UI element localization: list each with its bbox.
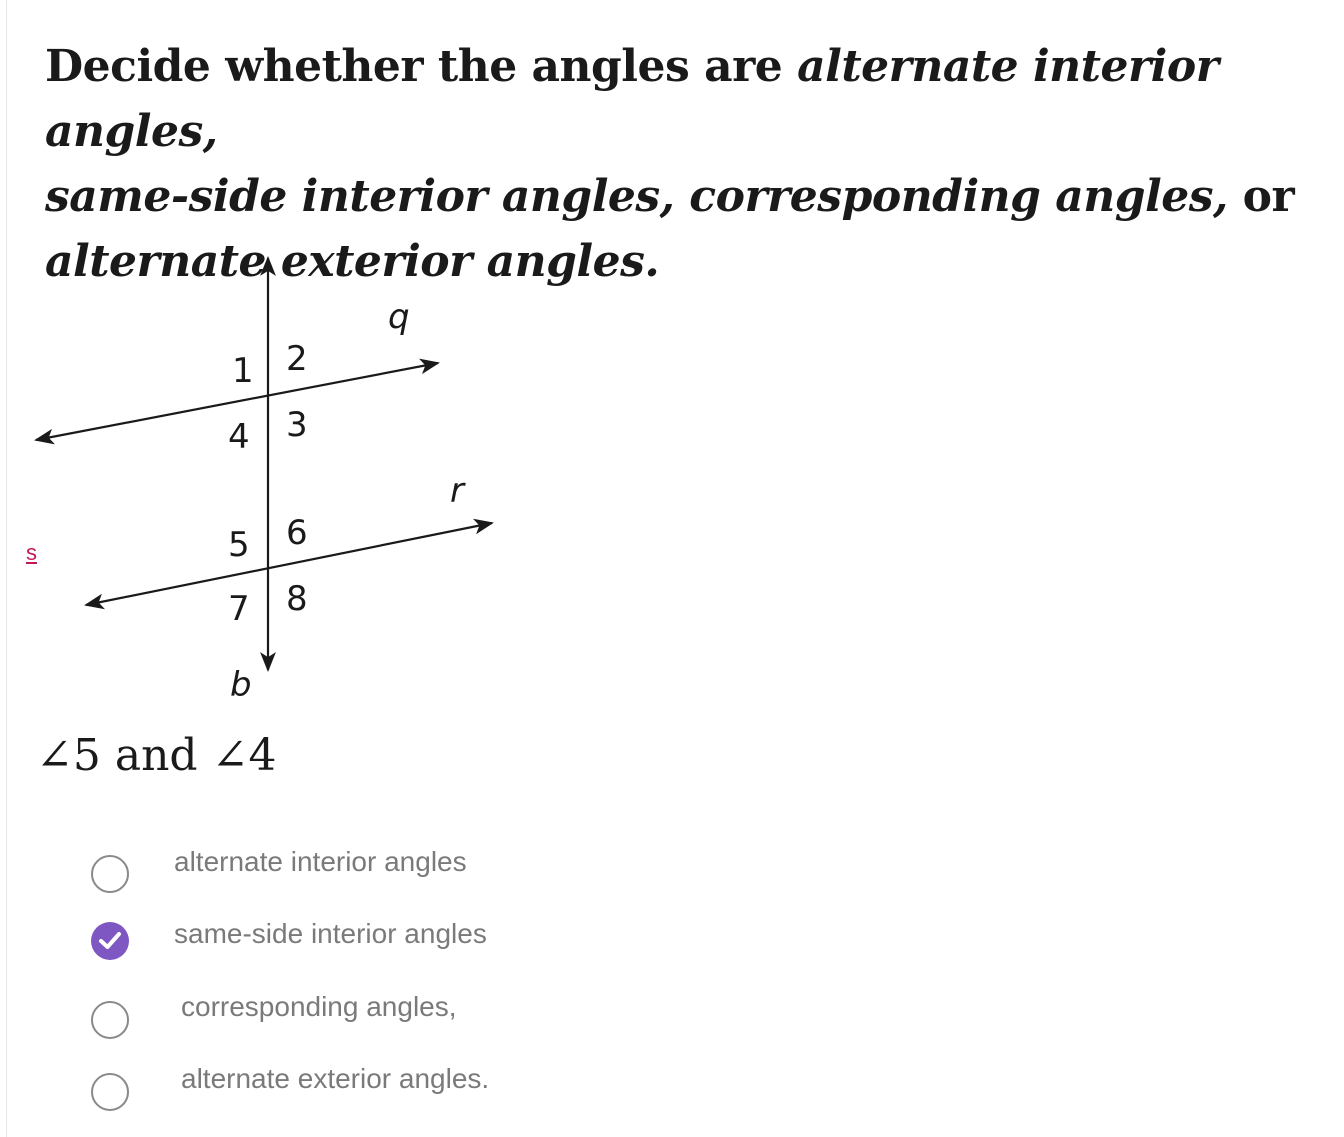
option-alternate-exterior[interactable] — [0, 1063, 700, 1117]
prompt-line-1-italic: alternate interior angles, — [45, 41, 1219, 157]
prompt-line-1-plain: Decide whether the angles are — [45, 41, 798, 92]
line-label-q: q — [388, 297, 410, 337]
angle-label-3: 3 — [286, 405, 308, 445]
checkmark-icon — [98, 930, 122, 952]
option-label: corresponding angles, — [181, 991, 457, 1022]
option-corresponding[interactable] — [0, 991, 700, 1045]
angle-label-1: 1 — [232, 351, 254, 391]
angle-label-5: 5 — [228, 525, 250, 565]
option-alternate-interior[interactable] — [0, 846, 700, 900]
angle-label-6: 6 — [286, 513, 308, 553]
prompt-line-2 — [45, 164, 1325, 229]
line-label-r: r — [450, 471, 464, 511]
angle-pair-question: ∠5 and ∠4 — [36, 730, 277, 781]
option-label: same-side interior angles — [174, 918, 487, 949]
prompt-line-2-plain: or — [1227, 171, 1295, 222]
side-link[interactable]: s — [26, 540, 37, 565]
option-same-side-interior[interactable] — [0, 918, 700, 972]
option-label: alternate interior angles — [174, 846, 467, 877]
angle-label-7: 7 — [228, 589, 250, 629]
radio-checked-icon[interactable] — [91, 922, 129, 960]
radio-unchecked-icon[interactable] — [91, 1001, 129, 1039]
option-label: alternate exterior angles. — [181, 1063, 490, 1094]
angle-label-2: 2 — [286, 339, 308, 379]
parallel-lines-diagram — [20, 250, 520, 710]
prompt-line-3-italic: alternate exterior angles. — [45, 236, 660, 287]
angle-label-4: 4 — [228, 417, 250, 457]
prompt-line-2-italic: same-side interior angles, corresponding angles, — [45, 171, 1228, 222]
line-label-b: b — [230, 665, 252, 705]
radio-unchecked-icon[interactable] — [91, 1073, 129, 1111]
angle-label-8: 8 — [286, 579, 308, 619]
prompt-line-1 — [45, 34, 1325, 164]
radio-unchecked-icon[interactable] — [91, 855, 129, 893]
